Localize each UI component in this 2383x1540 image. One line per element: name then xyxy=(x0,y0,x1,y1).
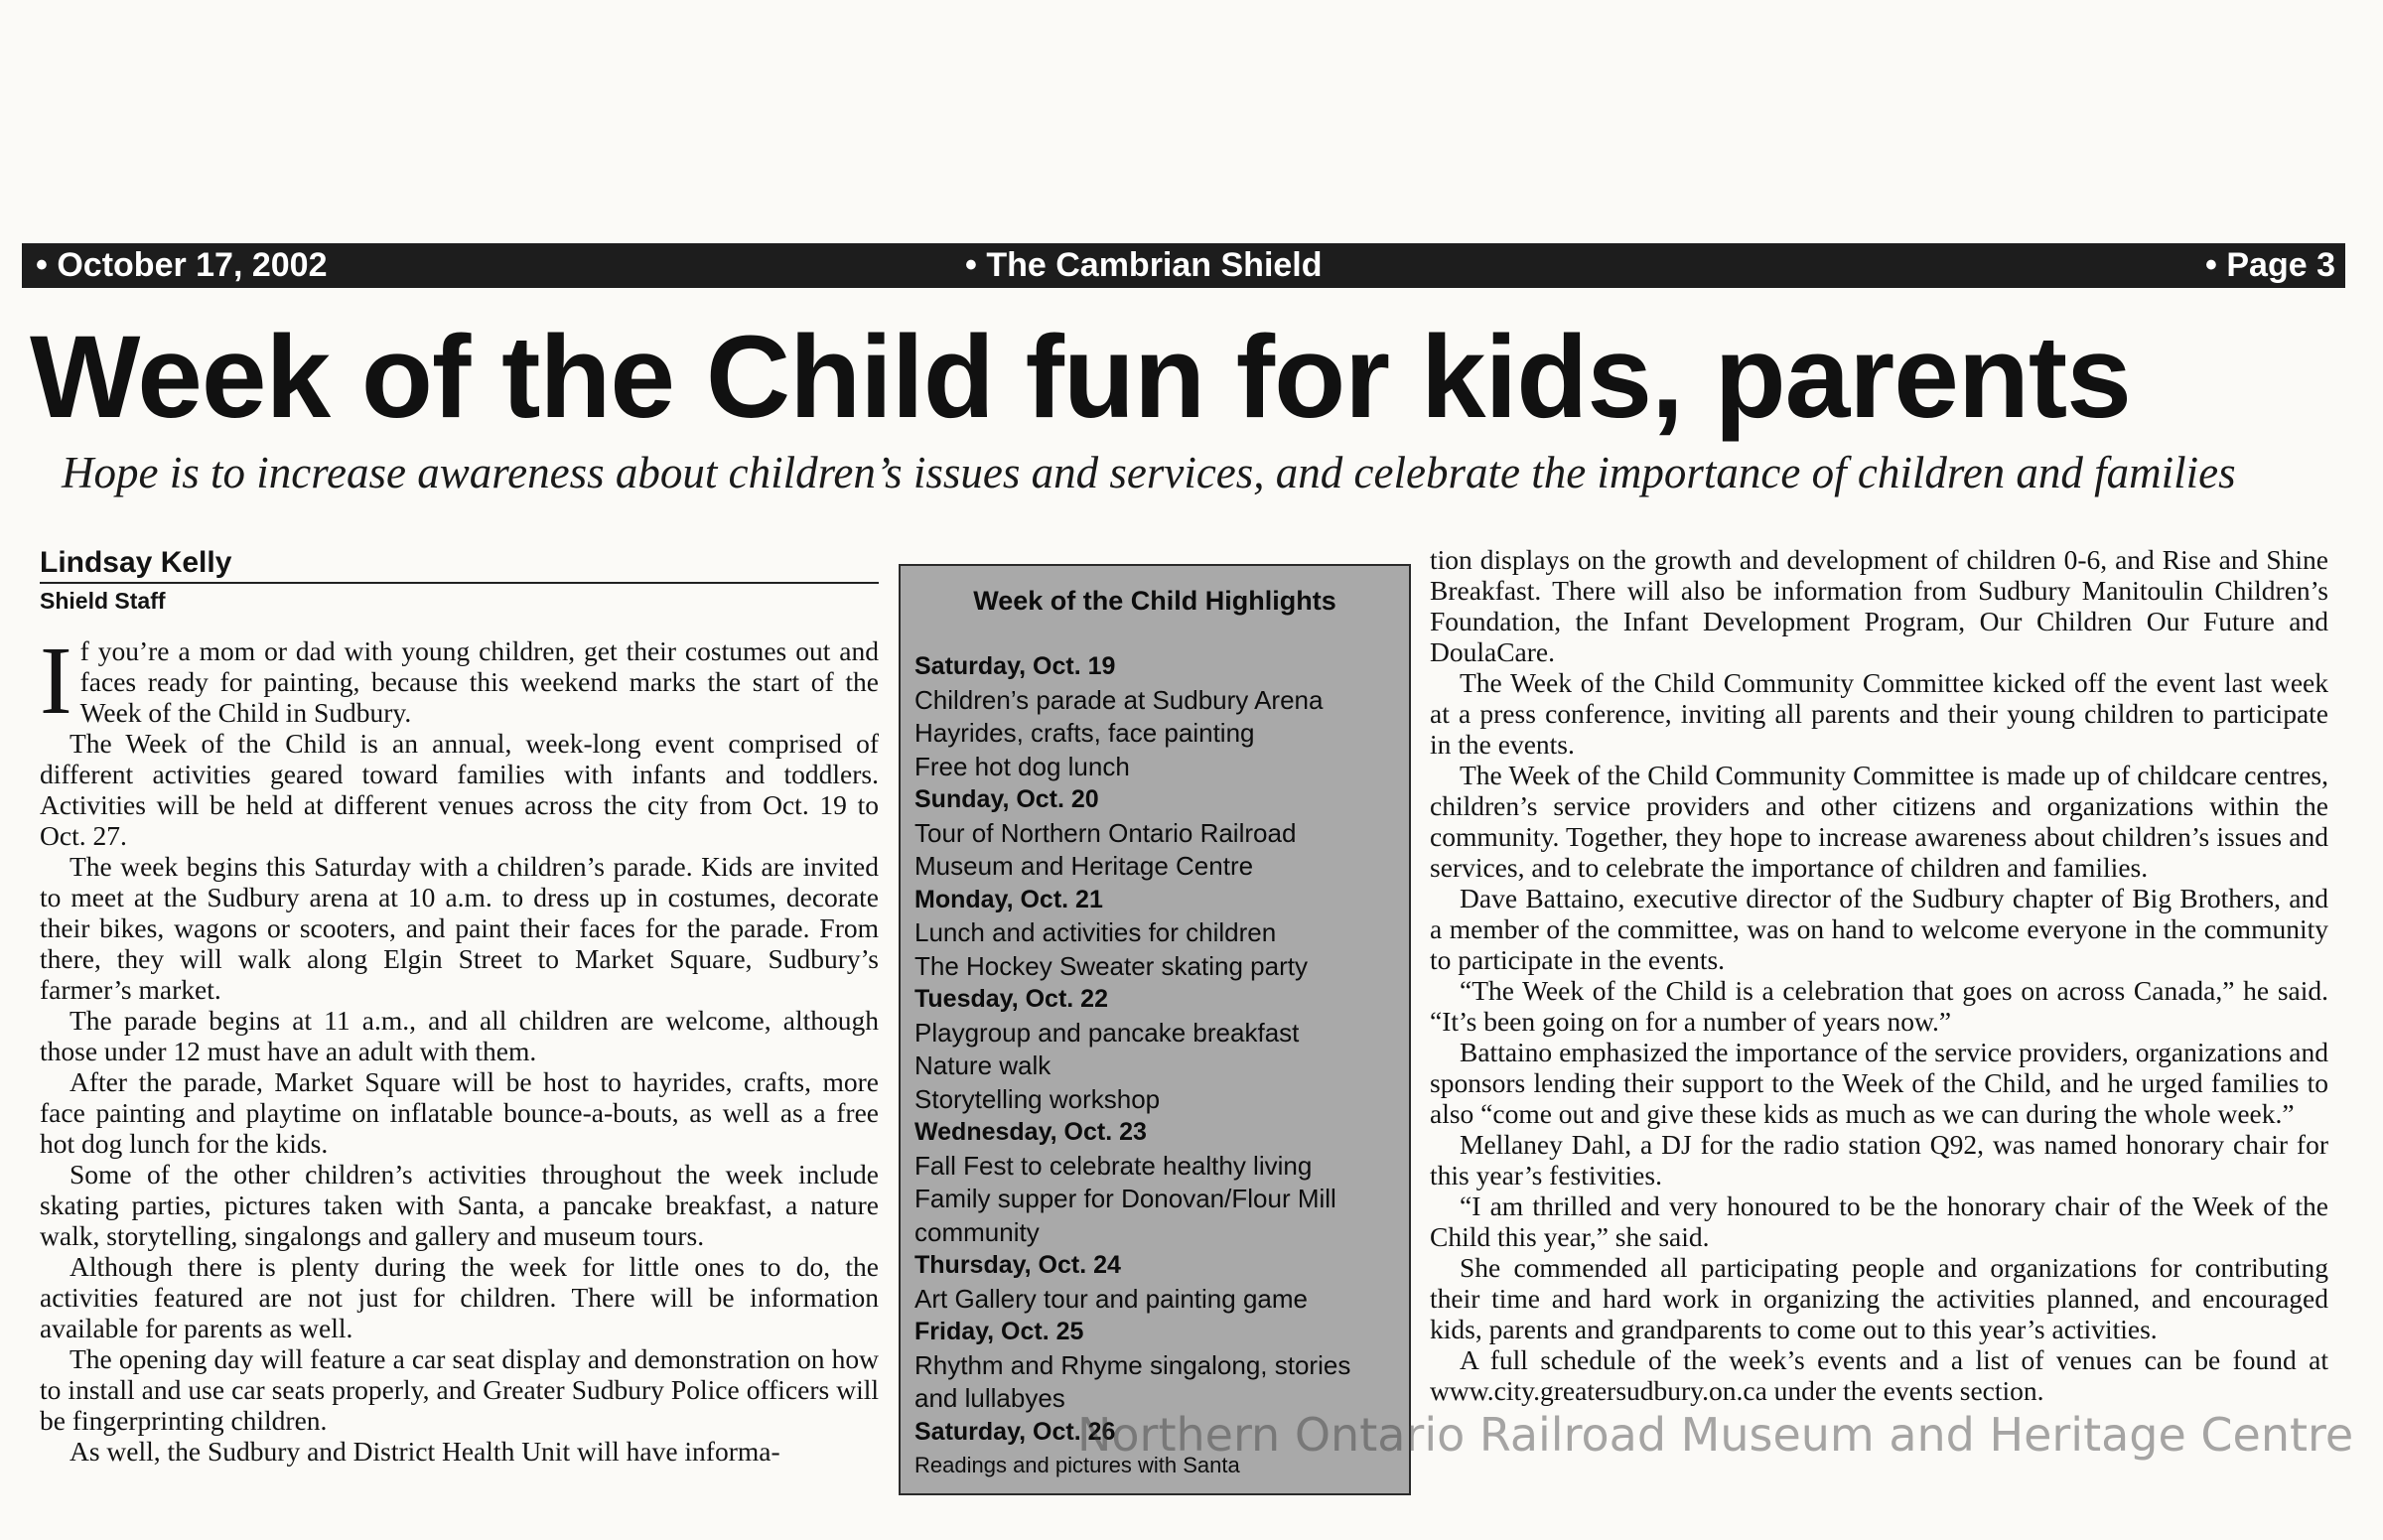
paragraph: The Week of the Child Community Committee kicked off the event last week at a press conference, inviting all parents and their young children to participate in the events. xyxy=(1430,667,2328,760)
paragraph: After the parade, Market Square will be host to hayrides, crafts, more face painting and playtime on inflatable bounce-a-bouts, as well as a free hot dog lunch for the kids. xyxy=(40,1066,879,1159)
author-role: Shield Staff xyxy=(40,588,166,614)
drop-cap: I xyxy=(40,628,72,735)
event-item: Storytelling workshop xyxy=(914,1083,1161,1114)
event-item: and lullabyes xyxy=(914,1383,1065,1413)
masthead-bar xyxy=(22,243,2345,288)
issue-date: • October 17, 2002 xyxy=(36,246,328,284)
author-name: Lindsay Kelly xyxy=(40,546,232,579)
event-item: Museum and Heritage Centre xyxy=(914,851,1254,881)
paragraph: Although there is plenty during the week for little ones to do, the activities featured are not just for children. There will be information available for parents as well. xyxy=(40,1251,879,1343)
byline-rule xyxy=(40,582,879,584)
event-item: Free hot dog lunch xyxy=(914,751,1130,781)
event-item: Hayrides, crafts, face painting xyxy=(914,718,1255,748)
day-heading: Tuesday, Oct. 22 xyxy=(914,985,1108,1013)
highlights-title: Week of the Child Highlights xyxy=(973,586,1336,616)
subheadline: Hope is to increase awareness about children’s issues and services, and celebrate the importance of children and families xyxy=(62,448,2236,497)
event-item: community xyxy=(914,1216,1040,1247)
day-heading: Thursday, Oct. 24 xyxy=(914,1251,1121,1279)
byline xyxy=(40,546,879,615)
paragraph: A full schedule of the week’s events and a list of venues can be found at www.city.greatersudbury.on.ca under the events section. xyxy=(1430,1344,2328,1406)
paragraph: tion displays on the growth and development of children 0-6, and Rise and Shine Breakfast. There will also be information from Sudbury Manitoulin Children’s Foundation, the Infant Development Program, Our Children Our Future and DoulaCare. xyxy=(1430,544,2328,667)
event-item: Rhythm and Rhyme singalong, stories xyxy=(914,1349,1351,1380)
paragraph: The Week of the Child is an annual, week-long event comprised of different activities geared toward families with infants and toddlers. Activities will be held at different venues across the city from Oct. 19 to Oct. 27. xyxy=(40,728,879,851)
article-column-3 xyxy=(1430,544,2328,1406)
newspaper-name: • The Cambrian Shield xyxy=(965,246,1323,284)
paragraph: Dave Battaino, executive director of the Sudbury chapter of Big Brothers, and a member of the committee, was on hand to welcome everyone in the community to participate in the events. xyxy=(1430,883,2328,975)
paragraph: Some of the other children’s activities throughout the week include skating parties, pictures taken with Santa, a pancake breakfast, a nature walk, storytelling, singalongs and gallery and museum tours. xyxy=(40,1159,879,1251)
paragraph: The opening day will feature a car seat display and demonstration on how to install and use car seats properly, and Greater Sudbury Police officers will be fingerprinting children. xyxy=(40,1343,879,1436)
day-heading: Monday, Oct. 21 xyxy=(914,885,1103,913)
event-item: The Hockey Sweater skating party xyxy=(914,950,1308,981)
paragraph: Mellaney Dahl, a DJ for the radio station Q92, was named honorary chair for this year’s festivities. xyxy=(1430,1129,2328,1190)
event-item: Playgroup and pancake breakfast xyxy=(914,1017,1300,1048)
article-column-1 xyxy=(40,628,879,1467)
day-heading: Saturday, Oct. 19 xyxy=(914,652,1116,680)
paragraph xyxy=(40,628,879,735)
page-number: • Page 3 xyxy=(2205,246,2335,284)
paragraph-text: f you’re a mom or dad with young children, get their costumes out and faces ready for painting, because this weekend marks the start of the Week of the Child in Sudbury. xyxy=(79,635,879,728)
headline: Week of the Child fun for kids, parents xyxy=(30,312,2131,443)
highlights-box xyxy=(899,564,1411,1495)
paragraph: “I am thrilled and very honoured to be the honorary chair of the Week of the Child this year,” she said. xyxy=(1430,1190,2328,1252)
paragraph: She commended all participating people and organizations for contributing their time and hard work in organizing the activities planned, and encouraged kids, parents and grandparents to come out to this year’s activities. xyxy=(1430,1252,2328,1344)
day-heading: Saturday, Oct. 26 xyxy=(914,1417,1116,1446)
event-item: Readings and pictures with Santa xyxy=(914,1453,1240,1477)
paragraph: The week begins this Saturday with a children’s parade. Kids are invited to meet at the Sudbury arena at 10 a.m. to dress up in costumes, decorate their bikes, wagons or scooters, and paint their faces for the parade. From there, they will walk along Elgin Street to Market Square, Sudbury’s farmer’s market. xyxy=(40,851,879,1005)
paragraph: The Week of the Child Community Committee is made up of childcare centres, children’s service providers and other citizens and organizations within the community. Together, they hope to increase awareness about children’s issues and services, and to celebrate the importance of children and families. xyxy=(1430,760,2328,883)
event-item: Lunch and activities for children xyxy=(914,917,1277,947)
day-heading: Wednesday, Oct. 23 xyxy=(914,1118,1147,1146)
paragraph: As well, the Sudbury and District Health Unit will have informa- xyxy=(70,1436,780,1467)
event-item: Family supper for Donovan/Flour Mill xyxy=(914,1184,1336,1213)
paragraph: Battaino emphasized the importance of the service providers, organizations and sponsors lending their support to the Week of the Child, and he urged families to also “come out and give these kids as much as we can during the whole week.” xyxy=(1430,1037,2328,1129)
event-item: Fall Fest to celebrate healthy living xyxy=(914,1150,1313,1181)
event-item: Art Gallery tour and painting game xyxy=(914,1283,1308,1314)
day-heading: Sunday, Oct. 20 xyxy=(914,785,1099,813)
archive-watermark: Northern Ontario Railroad Museum and Heritage Centre xyxy=(1077,1408,2354,1462)
day-heading: Friday, Oct. 25 xyxy=(914,1318,1084,1345)
event-item: Nature walk xyxy=(914,1050,1051,1080)
event-item: Children’s parade at Sudbury Arena xyxy=(914,684,1324,715)
paragraph: The parade begins at 11 a.m., and all children are welcome, although those under 12 must have an adult with them. xyxy=(40,1005,879,1066)
event-item: Tour of Northern Ontario Railroad xyxy=(914,817,1297,848)
paragraph: “The Week of the Child is a celebration that goes on across Canada,” he said. “It’s been going on for a number of years now.” xyxy=(1430,975,2328,1037)
